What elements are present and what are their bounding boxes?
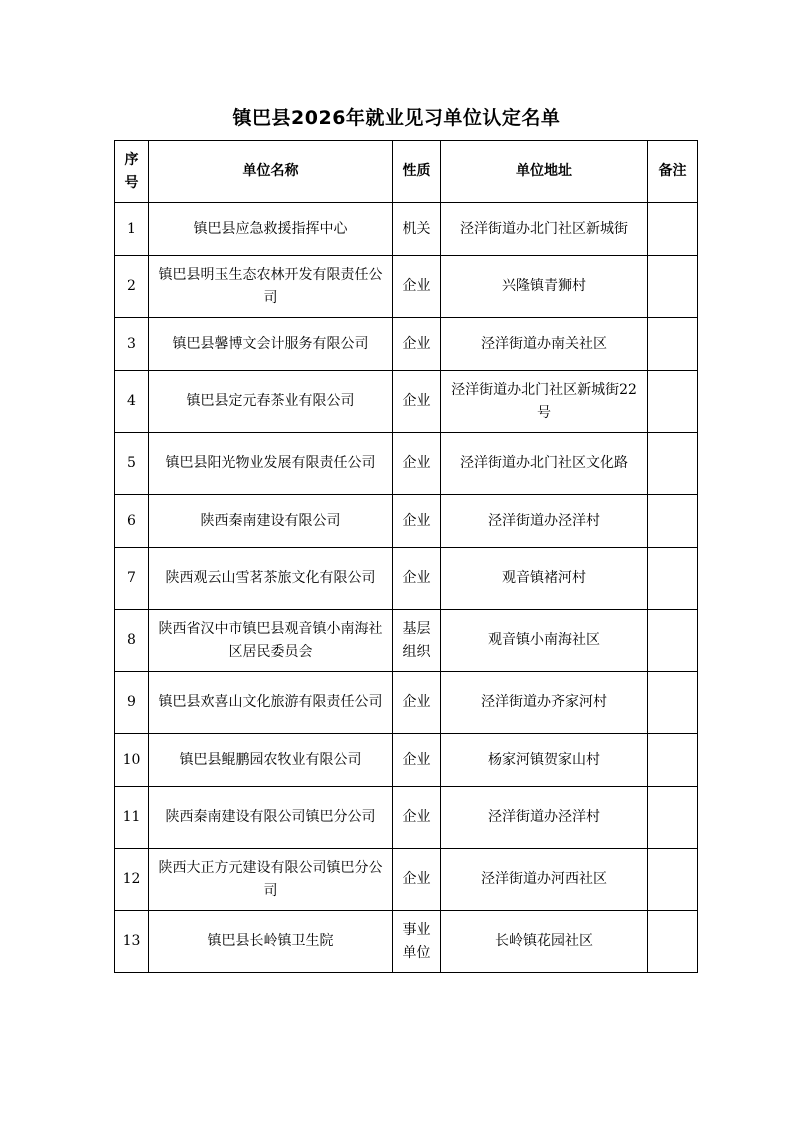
- cell-seq: 12: [115, 849, 149, 911]
- table-header-row: [115, 141, 698, 203]
- table-row: [115, 849, 698, 911]
- cell-note: [648, 911, 698, 973]
- cell-seq: 13: [115, 911, 149, 973]
- table-row: [115, 203, 698, 256]
- cell-seq: 9: [115, 672, 149, 734]
- cell-note: [648, 672, 698, 734]
- cell-name: 镇巴县应急救援指挥中心: [149, 203, 393, 256]
- cell-note: [648, 495, 698, 548]
- cell-seq: 6: [115, 495, 149, 548]
- table-row: [115, 371, 698, 433]
- cell-type: 企业: [393, 548, 441, 610]
- cell-name: 陕西秦南建设有限公司镇巴分公司: [149, 787, 393, 849]
- cell-name: 镇巴县明玉生态农林开发有限责任公司: [149, 256, 393, 318]
- cell-note: [648, 548, 698, 610]
- cell-type: 企业: [393, 433, 441, 495]
- cell-address: 杨家河镇贺家山村: [441, 734, 648, 787]
- cell-type: 企业: [393, 318, 441, 371]
- table-row: [115, 495, 698, 548]
- cell-note: [648, 610, 698, 672]
- cell-address: 长岭镇花园社区: [441, 911, 648, 973]
- cell-name: 陕西秦南建设有限公司: [149, 495, 393, 548]
- table-row: [115, 318, 698, 371]
- cell-type: 企业: [393, 672, 441, 734]
- cell-type: 企业: [393, 256, 441, 318]
- cell-note: [648, 433, 698, 495]
- cell-name: 镇巴县阳光物业发展有限责任公司: [149, 433, 393, 495]
- cell-name: 陕西省汉中市镇巴县观音镇小南海社区居民委员会: [149, 610, 393, 672]
- cell-seq: 3: [115, 318, 149, 371]
- cell-address: 泾洋街道办北门社区新城街22号: [441, 371, 648, 433]
- table-row: [115, 256, 698, 318]
- cell-address: 观音镇褚河村: [441, 548, 648, 610]
- unit-roster-table: [114, 140, 698, 973]
- cell-type: 基层组织: [393, 610, 441, 672]
- table-row: [115, 787, 698, 849]
- header-seq: 序号: [115, 141, 149, 203]
- table-row: [115, 911, 698, 973]
- cell-name: 陕西大正方元建设有限公司镇巴分公司: [149, 849, 393, 911]
- cell-address: 兴隆镇青狮村: [441, 256, 648, 318]
- cell-seq: 10: [115, 734, 149, 787]
- header-name: 单位名称: [149, 141, 393, 203]
- cell-address: 泾洋街道办泾洋村: [441, 787, 648, 849]
- cell-name: 镇巴县鲲鹏园农牧业有限公司: [149, 734, 393, 787]
- cell-address: 泾洋街道办河西社区: [441, 849, 648, 911]
- cell-type: 企业: [393, 849, 441, 911]
- cell-seq: 2: [115, 256, 149, 318]
- cell-note: [648, 734, 698, 787]
- cell-name: 镇巴县欢喜山文化旅游有限责任公司: [149, 672, 393, 734]
- table-row: [115, 433, 698, 495]
- cell-seq: 11: [115, 787, 149, 849]
- cell-name: 镇巴县馨博文会计服务有限公司: [149, 318, 393, 371]
- header-address: 单位地址: [441, 141, 648, 203]
- cell-seq: 7: [115, 548, 149, 610]
- cell-seq: 4: [115, 371, 149, 433]
- cell-address: 泾洋街道办南关社区: [441, 318, 648, 371]
- header-type: 性质: [393, 141, 441, 203]
- cell-seq: 1: [115, 203, 149, 256]
- cell-note: [648, 203, 698, 256]
- cell-name: 陕西观云山雪茗茶旅文化有限公司: [149, 548, 393, 610]
- cell-name: 镇巴县长岭镇卫生院: [149, 911, 393, 973]
- cell-note: [648, 318, 698, 371]
- cell-note: [648, 256, 698, 318]
- cell-note: [648, 849, 698, 911]
- cell-address: 泾洋街道办齐家河村: [441, 672, 648, 734]
- cell-type: 企业: [393, 371, 441, 433]
- cell-address: 泾洋街道办北门社区新城街: [441, 203, 648, 256]
- cell-address: 泾洋街道办泾洋村: [441, 495, 648, 548]
- table-row: [115, 734, 698, 787]
- table-row: [115, 548, 698, 610]
- cell-seq: 8: [115, 610, 149, 672]
- cell-type: 企业: [393, 495, 441, 548]
- cell-seq: 5: [115, 433, 149, 495]
- page-title: 镇巴县2026年就业见习单位认定名单: [232, 107, 561, 129]
- table-row: [115, 610, 698, 672]
- cell-note: [648, 371, 698, 433]
- cell-name: 镇巴县定元春茶业有限公司: [149, 371, 393, 433]
- cell-type: 企业: [393, 734, 441, 787]
- header-note: 备注: [648, 141, 698, 203]
- cell-address: 泾洋街道办北门社区文化路: [441, 433, 648, 495]
- cell-type: 企业: [393, 787, 441, 849]
- table-row: [115, 672, 698, 734]
- cell-type: 事业单位: [393, 911, 441, 973]
- cell-note: [648, 787, 698, 849]
- cell-type: 机关: [393, 203, 441, 256]
- cell-address: 观音镇小南海社区: [441, 610, 648, 672]
